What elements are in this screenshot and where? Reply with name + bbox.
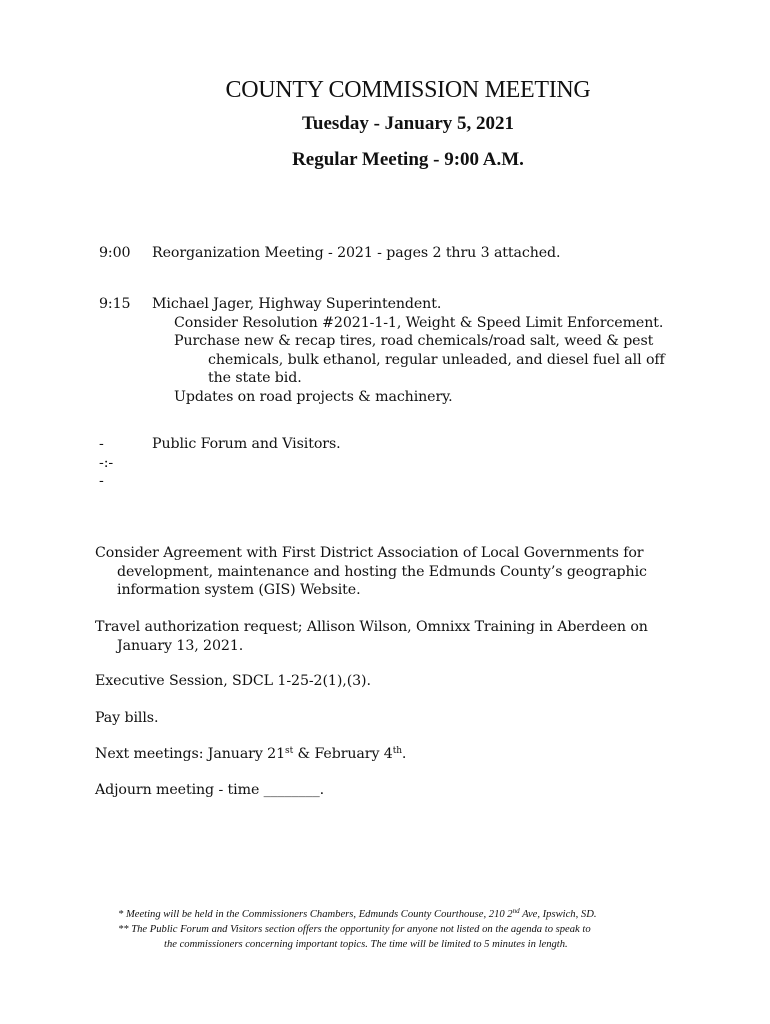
adjourn-item: Adjourn meeting - time ________. (95, 782, 325, 798)
agenda-time: 9:15 (99, 296, 131, 312)
page-title: COUNTY COMMISSION MEETING (225, 77, 591, 103)
next-meetings-text: Next meetings: January 21 (95, 746, 286, 762)
footnote-text: * Meeting will be held in the Commissioners Chambers, Edmunds County Courthouse, 210 2 (118, 909, 513, 920)
footnotes (100, 907, 720, 952)
meeting-type: Regular Meeting - 9:00 A.M. (292, 149, 524, 170)
next-meetings-text: . (401, 746, 407, 762)
agenda-time: 9:00 (99, 245, 131, 261)
agenda-content (152, 295, 712, 406)
meeting-date: Tuesday - January 5, 2021 (301, 113, 515, 134)
agenda-text: Michael Jager, Highway Superintendent. (152, 296, 442, 312)
agenda-text: Reorganization Meeting - 2021 - pages 2 thru 3 attached. (152, 245, 561, 261)
pay-bills-item: Pay bills. (95, 710, 159, 726)
travel-authorization-item: Travel authorization request; Allison Wilson, Omnixx Training in Aberdeen on January 13, 2021. (95, 619, 648, 654)
agenda-sub-item: Purchase new & recap tires, road chemicals/road salt, weed & pest chemicals, bulk ethanol, regular unleaded, and diesel fuel all off the state bid. (174, 333, 665, 386)
document-header (0, 74, 770, 178)
agenda-text: Public Forum and Visitors. (152, 436, 341, 452)
agenda-time: --:-- (99, 436, 114, 489)
ordinal-suffix: th (392, 746, 402, 756)
executive-session-item: Executive Session, SDCL 1-25-2(1),(3). (95, 673, 371, 689)
gis-agreement-item: Consider Agreement with First District Association of Local Governments for development, maintenance and hosting the Edmunds County’s geographic information system (GIS) Website. (95, 545, 647, 598)
agenda-sub-item: Consider Resolution #2021-1-1, Weight & Speed Limit Enforcement. (174, 314, 664, 331)
agenda-sub-item: Updates on road projects & machinery. (174, 388, 453, 405)
footnote-public-forum-cont: the commissioners concerning important topics. The time will be limited to 5 minutes in length. (164, 939, 568, 950)
ordinal-suffix: st (285, 746, 294, 756)
footnote-location (100, 907, 720, 922)
next-meetings-item (95, 745, 695, 764)
next-meetings-text: & February 4 (293, 746, 393, 762)
footnote-text: Ave, Ipswich, SD. (519, 909, 597, 920)
footnote-public-forum: ** The Public Forum and Visitors section offers the opportunity for anyone not listed on the agenda to speak to (118, 924, 591, 935)
ordinal-suffix: nd (512, 907, 520, 915)
